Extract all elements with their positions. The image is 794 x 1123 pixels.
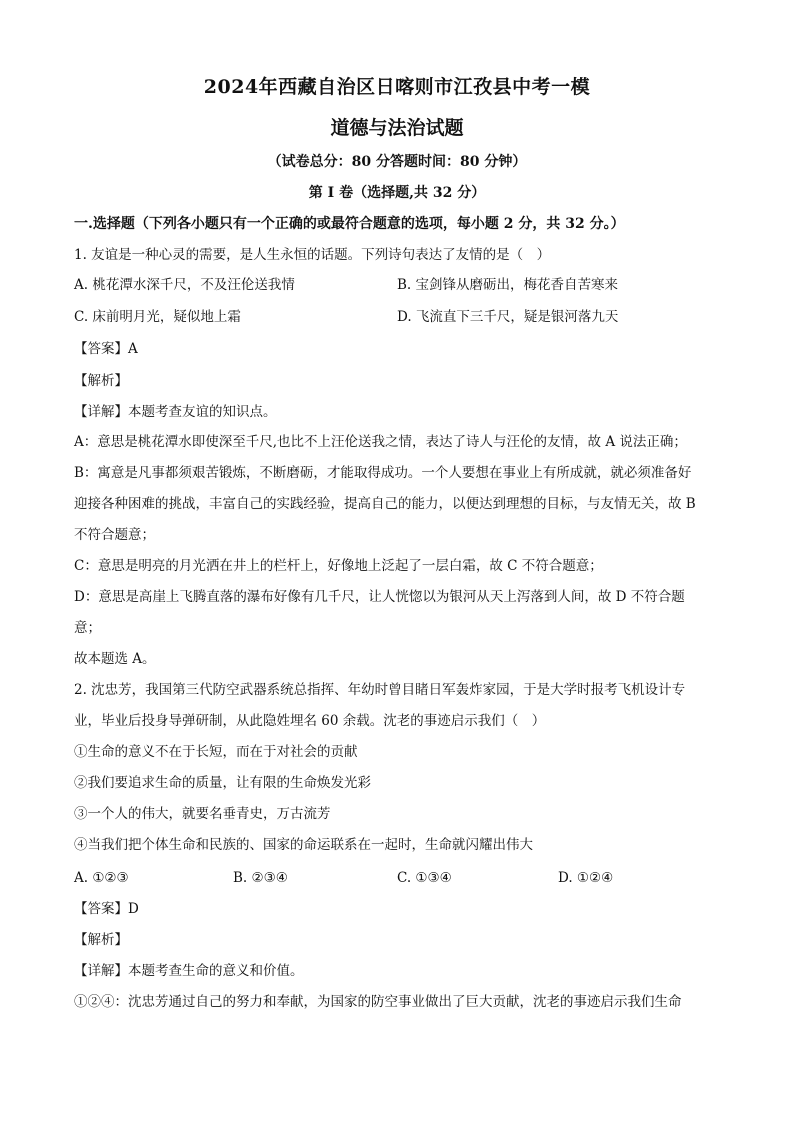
q2-option-b: B. ②③④ [233, 870, 288, 886]
q1-explanation-line: D：意思是高崖上飞腾直落的瀑布好像有几千尺，让人恍惚以为银河从天上泻落到人间，故 D 不符合题 [74, 589, 685, 605]
q2-detail: 【详解】本题考查生命的意义和价值。 [74, 963, 304, 979]
q2-item: ③一个人的伟大，就要名垂青史，万古流芳 [74, 806, 331, 822]
q2-stem-line: 业，毕业后投身导弹研制，从此隐姓埋名 60 余载。沈老的事迹启示我们（ ） [74, 713, 546, 729]
q2-item: ②我们要追求生命的质量，让有限的生命焕发光彩 [74, 775, 371, 791]
q1-option-a: A. 桃花潭水深千尺，不及汪伦送我情 [74, 277, 295, 293]
q1-stem: 1. 友谊是一种心灵的需要，是人生永恒的话题。下列诗句表达了友情的是（ ） [74, 247, 551, 263]
q2-item: ①生命的意义不在于长短，而在于对社会的贡献 [74, 744, 358, 760]
q1-explanation-line: 意； [74, 620, 101, 636]
q2-item: ④当我们把个体生命和民族的、国家的命运联系在一起时，生命就闪耀出伟大 [74, 837, 533, 853]
q1-detail: 【详解】本题考查友谊的知识点。 [74, 404, 277, 420]
q1-explanation-line: A：意思是桃花潭水即使深至千尺,也比不上汪伦送我之情，表达了诗人与汪伦的友情，故 A 说法正确； [74, 434, 687, 450]
q1-option-c: C. 床前明月光，疑似地上霜 [74, 309, 241, 325]
exam-title: 2024年西藏自治区日喀则市江孜县中考一模 [203, 76, 591, 98]
q1-analysis-label: 【解析】 [74, 373, 128, 389]
q1-answer: 【答案】A [74, 341, 138, 357]
q1-explanation-line: C：意思是明亮的月光洒在井上的栏杆上，好像地上泛起了一层白霜，故 C 不符合题意； [74, 558, 603, 574]
q2-option-a: A. ①②③ [74, 870, 129, 886]
exam-info: （试卷总分：80 分答题时间：80 分钟） [267, 154, 527, 170]
q2-answer: 【答案】D [74, 901, 139, 917]
q1-option-d: D. 飞流直下三千尺，疑是银河落九天 [397, 309, 619, 325]
q1-explanation-line: 不符合题意； [74, 527, 155, 543]
q1-conclusion: 故本题选 A。 [74, 651, 156, 667]
q1-option-b: B. 宝剑锋从磨砺出，梅花香自苦寒来 [397, 277, 619, 293]
q2-explanation-line: ①②④：沈忠芳通过自己的努力和奉献，为国家的防空事业做出了巨大贡献，沈老的事迹启示我们生命 [74, 994, 682, 1010]
section-heading: 一.选择题（下列各小题只有一个正确的或最符合题意的选项，每小题 2 分，共 32 分。） [74, 216, 625, 232]
q2-analysis-label: 【解析】 [74, 932, 128, 948]
q2-option-c: C. ①③④ [397, 870, 452, 886]
q1-explanation-line: B：寓意是凡事都须艰苦锻炼，不断磨砺，才能取得成功。一个人要想在事业上有所成就，就必须准备好 [74, 465, 692, 481]
volume-heading: 第 I 卷（选择题,共 32 分） [308, 185, 486, 201]
q2-option-d: D. ①②④ [558, 870, 614, 886]
exam-subject: 道德与法治试题 [330, 117, 464, 139]
q1-explanation-line: 迎接各种困难的挑战，丰富自己的实践经验，提高自己的能力，以便达到理想的目标，与友情无关，故 B [74, 496, 696, 512]
q2-stem-line: 2. 沈忠芳，我国第三代防空武器系统总指挥、年幼时曾目睹日军轰炸家园，于是大学时报考飞机设计专 [74, 682, 686, 698]
